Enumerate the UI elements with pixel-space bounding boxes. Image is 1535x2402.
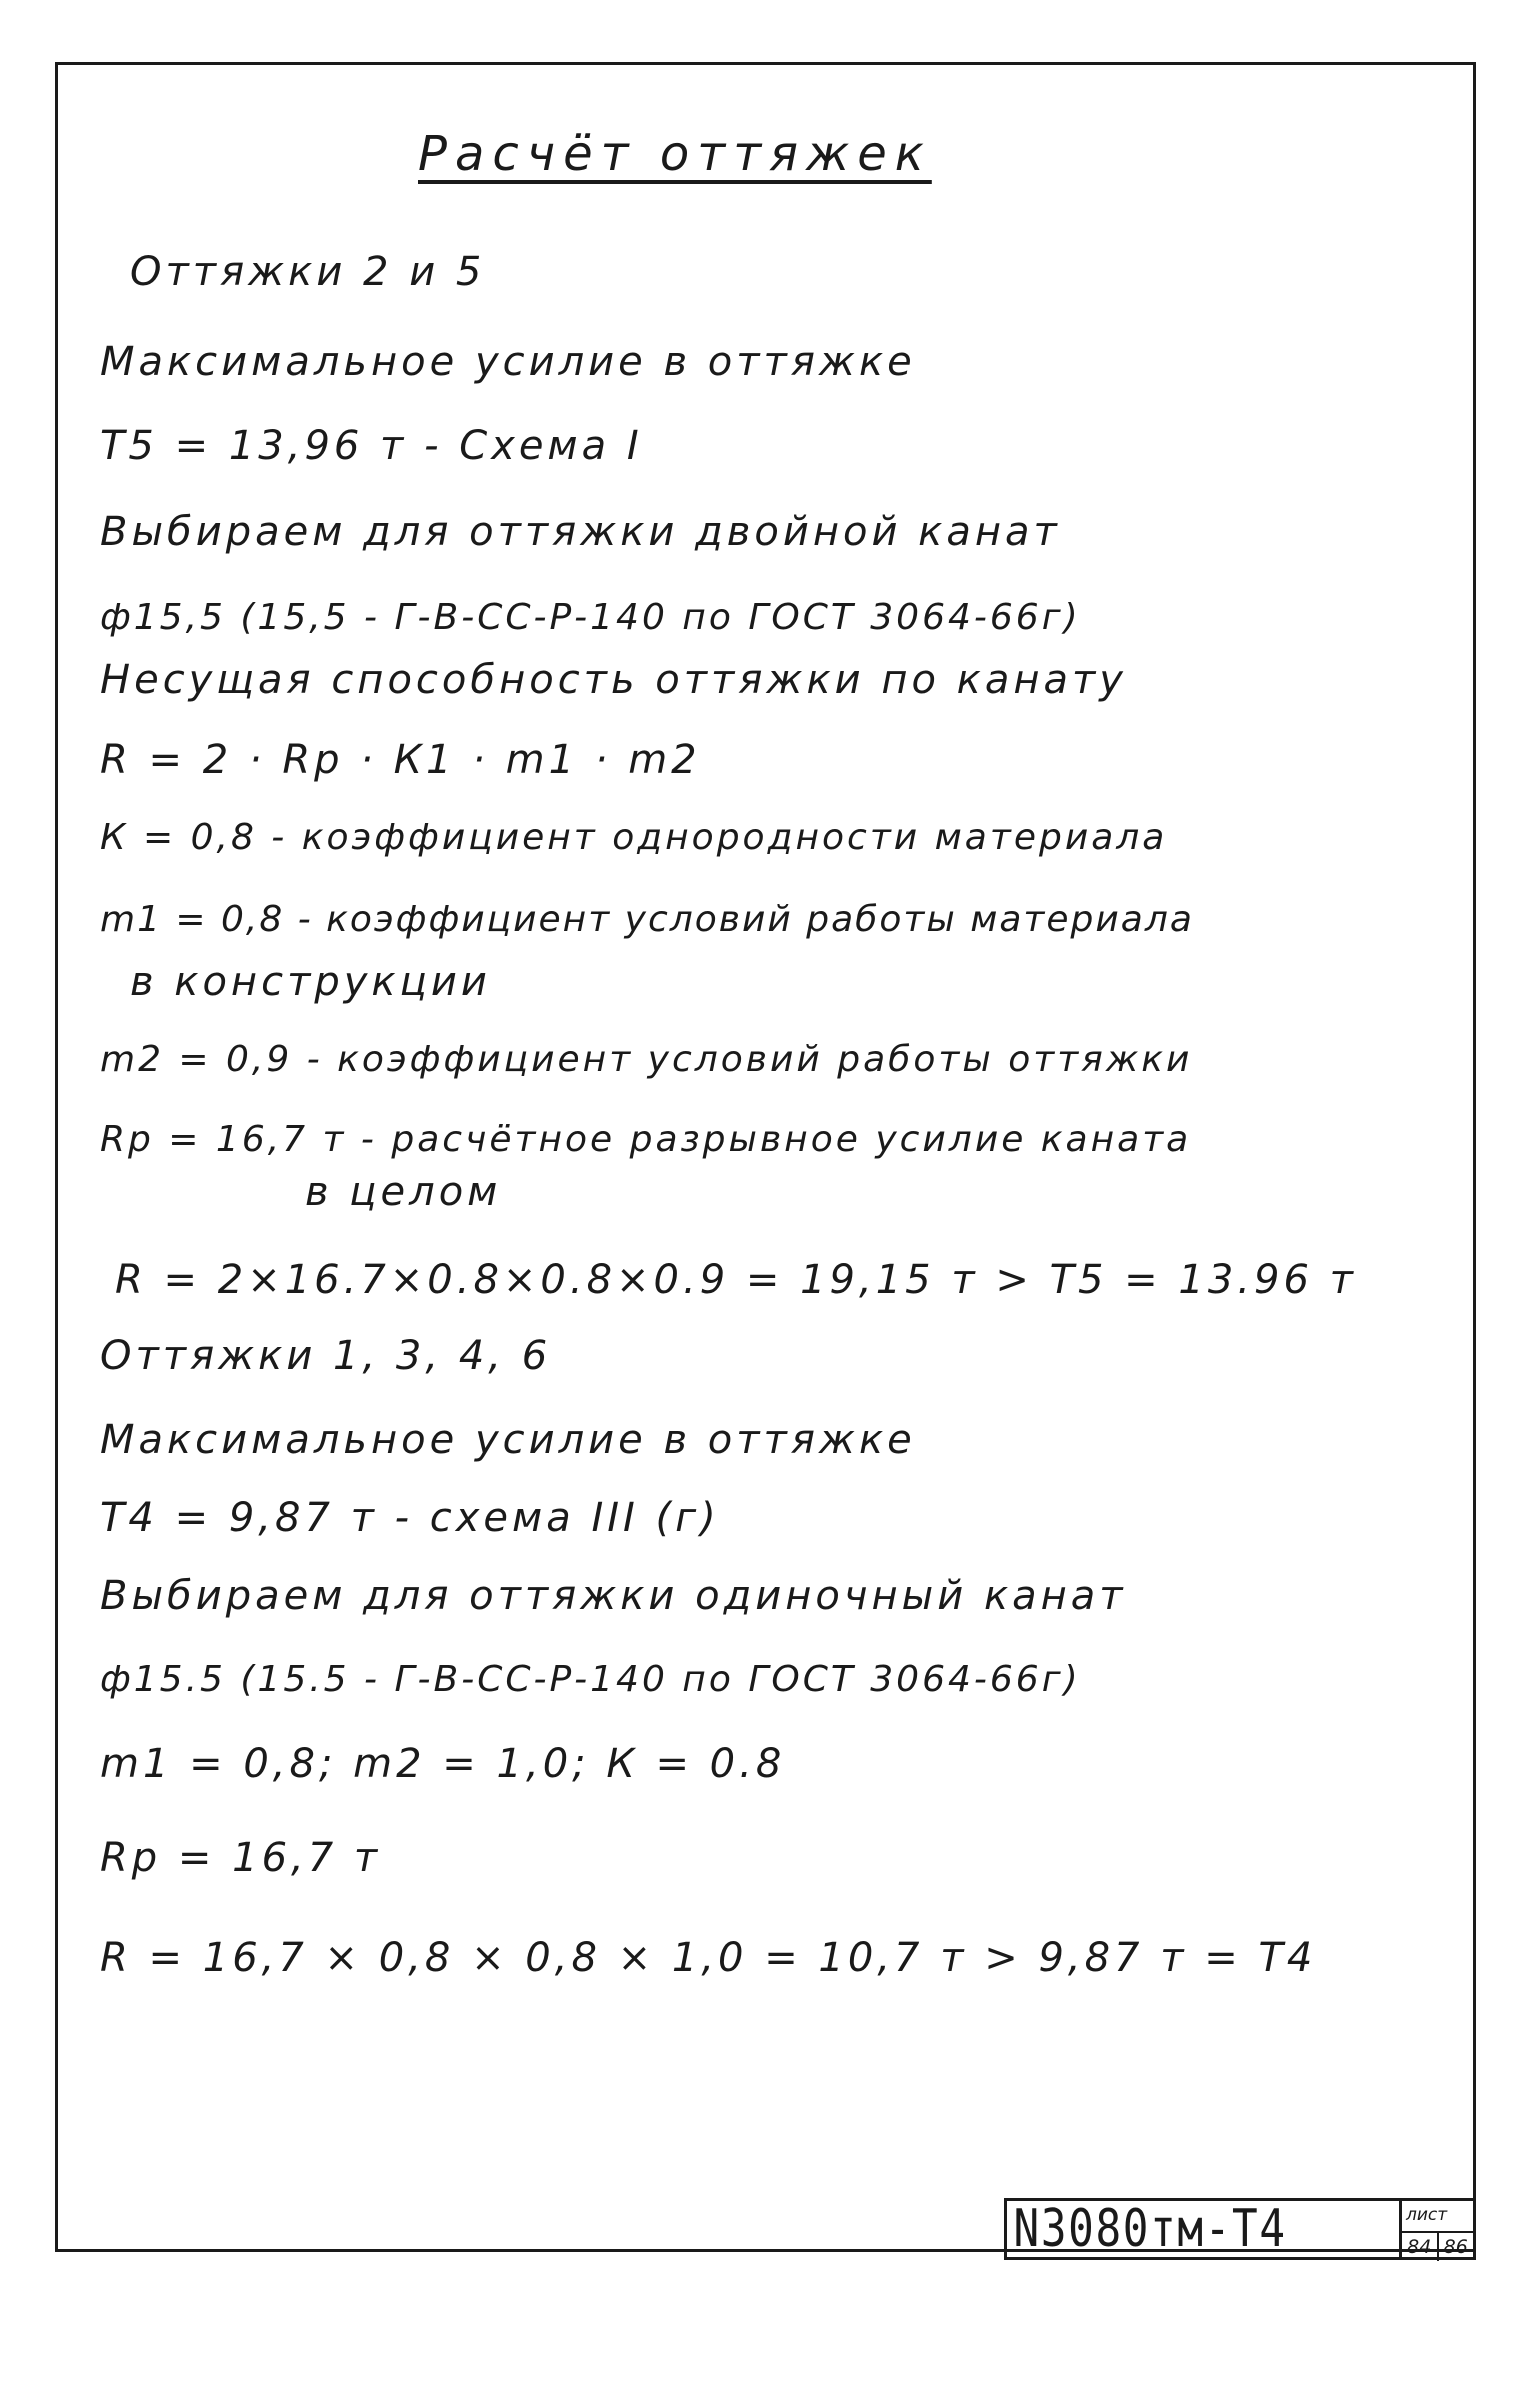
text-line: Выбираем для оттяжки одиночный канат — [100, 1573, 1127, 1619]
text-line: T4 = 9,87 т - схема III (г) — [100, 1495, 720, 1541]
text-line: Максимальное усилие в оттяжке — [100, 1417, 916, 1463]
sheet-number-box — [1402, 2198, 1476, 2260]
text-line: Максимальное усилие в оттяжке — [100, 339, 916, 385]
text-line: Rр = 16,7 т - расчётное разрывное усилие каната — [100, 1119, 1192, 1160]
text-line: ф15,5 (15,5 - Г-В-СС-Р-140 по ГОСТ 3064-66г) — [100, 597, 1081, 638]
drawing-code-stamp — [1004, 2198, 1402, 2260]
text-line: R = 2 · Rр · К1 · m1 · m2 — [100, 737, 701, 783]
text-line: m2 = 0,9 - коэффициент условий работы оттяжки — [100, 1039, 1193, 1080]
text-line: Оттяжки 1, 3, 4, 6 — [100, 1333, 552, 1379]
text-line: в целом — [305, 1169, 502, 1215]
sheet-label: лист — [1406, 2205, 1448, 2225]
text-line: К = 0,8 - коэффициент однородности материала — [100, 817, 1168, 858]
text-line: ф15.5 (15.5 - Г-В-СС-Р-140 по ГОСТ 3064-66г) — [100, 1659, 1081, 1700]
text-line: Оттяжки 2 и 5 — [130, 249, 486, 295]
sheet-numbers — [1402, 2231, 1473, 2261]
text-line: T5 = 13,96 т - Схема I — [100, 423, 643, 469]
text-line: m1 = 0,8 - коэффициент условий работы материала — [100, 899, 1194, 940]
document-title: Расчёт оттяжек — [418, 126, 932, 182]
drawing-code: N3080тм-Т4 — [1013, 2199, 1287, 2259]
text-line: m1 = 0,8; m2 = 1,0; К = 0.8 — [100, 1741, 786, 1787]
text-line: в конструкции — [130, 959, 491, 1005]
text-line: Несущая способность оттяжки по канату — [100, 657, 1127, 703]
text-line: R = 2×16.7×0.8×0.8×0.9 = 19,15 т > T5 = 13.96 т — [115, 1257, 1357, 1303]
sheet-number: 84 — [1402, 2233, 1439, 2261]
text-line: R = 16,7 × 0,8 × 0,8 × 1,0 = 10,7 т > 9,87 т = T4 — [100, 1935, 1317, 1981]
text-line: Rр = 16,7 т — [100, 1835, 382, 1881]
text-line: Выбираем для оттяжки двойной канат — [100, 509, 1061, 555]
total-sheets: 86 — [1443, 2236, 1468, 2258]
